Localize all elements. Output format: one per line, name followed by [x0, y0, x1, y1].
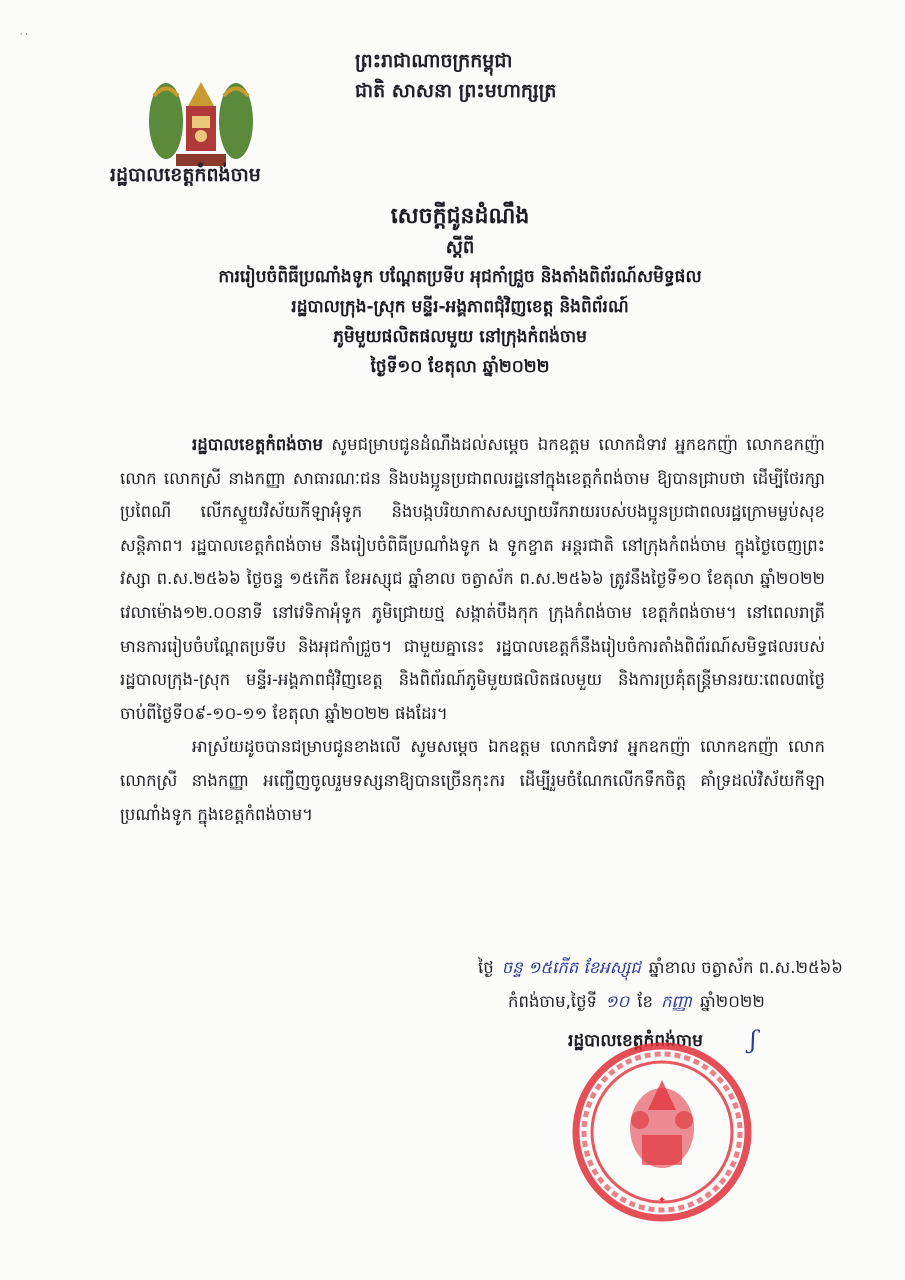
- national-motto: ជាតិ សាសនា ព្រះមហាក្សត្រ: [355, 80, 557, 102]
- month-handwritten: កញ្ញា: [660, 992, 693, 1011]
- lunar-date-line: [478, 958, 843, 982]
- document-title-block: [120, 200, 800, 382]
- lunar-handwritten: ចន្ទ ១៥កើត ខែអស្សុជ: [501, 958, 641, 977]
- signer-title: រដ្ឋបាលខេត្តកំពង់ចាម: [568, 1031, 703, 1051]
- subject-line-2: រដ្ឋបាលក្រុង-ស្រុក មន្ទីរ-អង្គភាពជុំវិញខេត្ត និងពិព័រណ៍: [291, 297, 629, 317]
- year-text: ឆ្នាំ២០២២: [700, 992, 765, 1011]
- svg-text:✦: ✦: [657, 1195, 667, 1206]
- body-paragraph-1: [120, 428, 825, 730]
- day-handwritten: ១០: [605, 992, 630, 1011]
- notice-title: សេចក្តីជូនដំណឹង: [390, 204, 530, 229]
- body-paragraph-2: អាស្រ័យដូចបានជម្រាបជូនខាងលើ សូមសម្តេច ឯកឧត្តម លោកជំទាវ អ្នកឧកញ៉ា លោកឧកញ៉ា លោក លោកស្រី នាងកញ្ញា អញ្ជើញចូលរួមទស្សនាឱ្យបានច្រើនកុះករ ដើម្បីរួមចំណែកលើកទឹកចិត្ត គាំទ្រដល់វិស័យកីឡាប្រណាំងទូក ក្នុងខេត្តកំពង់ចាម។: [120, 737, 825, 824]
- subject-line-3: ភូមិមួយផលិតផលមួយ នៅក្រុងកំពង់ចាម: [333, 327, 587, 347]
- subject-line-1: ការរៀបចំពិធីប្រណាំងទូក បណ្តែតប្រទីប អុជកាំជ្រួច និងតាំងពិព័រណ៍សមិទ្ធផល: [218, 267, 702, 287]
- scan-mark: ‧ ·: [20, 30, 28, 39]
- subject-date: ថ្ងៃទី១០ ខែតុលា ឆ្នាំ២០២២: [370, 357, 550, 377]
- lunar-prefix: ថ្ងៃ: [478, 958, 494, 977]
- kingdom-name: ព្រះរាជាណាចក្រកម្ពុជា: [355, 50, 513, 72]
- issuing-authority: រដ្ឋបាលខេត្តកំពង់ចាម: [110, 164, 261, 186]
- official-seal-icon: [570, 1040, 755, 1225]
- body-paragraph-1-text: សូមជម្រាបជូនដំណឹងដល់សម្តេច ឯកឧត្តម លោកជំទាវ អ្នកឧកញ៉ា លោកឧកញ៉ា លោក លោកស្រី នាងកញ្ញា សាធារណៈជន និងបងប្អូនប្រជាពលរដ្ឋនៅក្នុងខេត្តកំពង់ចាម ឱ្យបានជ្រាបថា ដើម្បីថែរក្សាប្រពៃណី លើកស្ទួយវិស័យកីឡាអុំទូក និងបង្កបរិយាកាសសប្បាយរីករាយរបស់បងប្អូនប្រជាពលរដ្ឋក្រោមម្លប់សុខសន្តិភាព។ រដ្ឋបាលខេត្តកំពង់ចាម នឹងរៀបចំពិធីប្រណាំងទូក ង ទូកខ្ចាត អន្តរជាតិ នៅក្រុងកំពង់ចាម ក្នុងថ្ងៃចេញព្រះវស្សា ព.ស.២៥៦៦ ថ្ងៃចន្ទ ១៥កើត ខែអស្សុជ ឆ្នាំខាល ចត្វាស័ក ព.ស.២៥៦៦ ត្រូវនឹងថ្ងៃទី១០ ខែតុលា ឆ្នាំ២០២២ វេលាម៉ោង១២.០០នាទី នៅវេទិកាអុំទូក ភូមិជ្រោយថ្ម សង្កាត់បឹងកុក ក្រុងកំពង់ចាម ខេត្តកំពង់ចាម។ នៅពេលរាត្រី មានការរៀបចំបណ្តែតប្រទីប និងអុជកាំជ្រួច។ ជាមួយគ្នានេះ រដ្ឋបាលខេត្តក៏នឹងរៀបចំការតាំងពិព័រណ៍សមិទ្ធផលរបស់រដ្ឋបាលក្រុង-ស្រុក មន្ទីរ-អង្គភាពជុំវិញខេត្ត និងពិព័រណ៍ភូមិមួយផលិតផលមួយ និងការប្រគុំតន្ត្រីមានរយៈពេល៣ថ្ងៃ ចាប់ពីថ្ងៃទី០៩-១០-១១ ខែតុលា ឆ្នាំ២០២២ ផងដែរ។: [120, 435, 825, 723]
- signature-mark: ʃ: [750, 1026, 757, 1054]
- body-lead: រដ្ឋបាលខេត្តកំពង់ចាម: [192, 435, 323, 454]
- month-prefix: ខែ: [637, 992, 653, 1011]
- lunar-suffix: ឆ្នាំខាល ចត្វាស័ក ព.ស.២៥៦៦: [648, 958, 843, 977]
- about-label: ស្តីពី: [445, 237, 475, 258]
- kingdom-header: [355, 46, 615, 106]
- date-prefix: កំពង់ចាម,ថ្ងៃទី: [508, 992, 598, 1011]
- gregorian-date-line: [508, 992, 765, 1016]
- provincial-emblem-icon: [146, 76, 256, 176]
- notice-body: [120, 428, 825, 831]
